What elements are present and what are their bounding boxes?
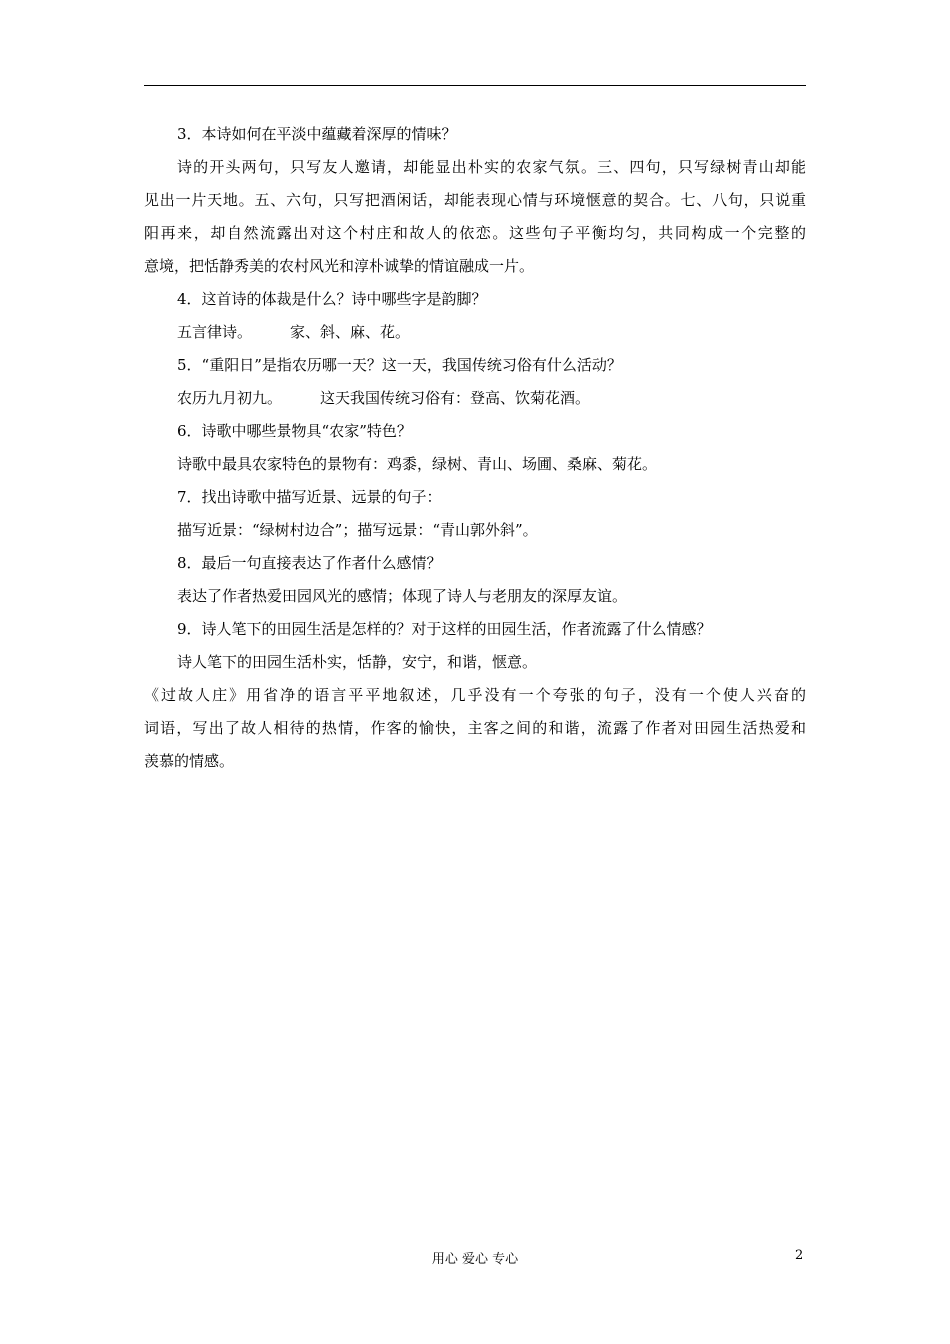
question-8: 8．最后一句直接表达了作者什么感情？ (177, 554, 442, 572)
page-number: 2 (795, 1248, 804, 1263)
summary-line-3: 羡慕的情感。 (144, 752, 235, 770)
question-4: 4．这首诗的体裁是什么？诗中哪些字是韵脚？ (177, 290, 487, 308)
answer-4-rhymes: 家、斜、麻、花。 (290, 323, 411, 341)
summary-line-1: 《过故人庄》用省净的语言平平地叙述，几乎没有一个夸张的句子，没有一个使人兴奋的 (144, 686, 806, 704)
answer-5 (144, 382, 806, 415)
footer-motto: 用心 爱心 专心 (431, 1252, 519, 1267)
answer-7: 描写近景：“绿树村边合”；描写远景：“青山郭外斜”。 (177, 521, 538, 539)
question-6: 6．诗歌中哪些景物具“农家”特色？ (177, 422, 412, 440)
answer-4-genre: 五言律诗。 (177, 323, 253, 341)
answer-8: 表达了作者热爱田园风光的感情；体现了诗人与老朋友的深厚友谊。 (177, 587, 628, 605)
answer-6: 诗歌中最具农家特色的景物有：鸡黍，绿树、青山、场圃、桑麻、菊花。 (177, 455, 658, 473)
answer-9: 诗人笔下的田园生活朴实，恬静，安宁，和谐，惬意。 (177, 653, 538, 671)
answer-5-date: 农历九月初九。 (177, 389, 283, 407)
question-9: 9．诗人笔下的田园生活是怎样的？对于这样的田园生活，作者流露了什么情感？ (177, 620, 712, 638)
question-7: 7．找出诗歌中描写近景、远景的句子： (177, 488, 442, 506)
summary-line-2: 词语，写出了故人相待的热情，作客的愉快，主客之间的和谐，流露了作者对田园生活热爱和 (144, 719, 806, 737)
question-3: 3．本诗如何在平淡中蕴藏着深厚的情味？ (177, 125, 457, 143)
answer-3-line-4: 意境，把恬静秀美的农村风光和淳朴诚挚的情谊融成一片。 (144, 257, 535, 275)
answer-5-customs: 这天我国传统习俗有：登高、饮菊花酒。 (320, 389, 591, 407)
answer-4 (144, 316, 806, 349)
answer-3-line-2: 见出一片天地。五、六句，只写把酒闲话，却能表现心情与环境惬意的契合。七、八句，只说重 (144, 191, 806, 209)
answer-3-line-3: 阳再来，却自然流露出对这个村庄和故人的依恋。这些句子平衡均匀，共同构成一个完整的 (144, 224, 806, 242)
answer-3-line-1: 诗的开头两句，只写友人邀请，却能显出朴实的农家气氛。三、四句，只写绿树青山却能 (177, 158, 806, 176)
header-rule (144, 85, 806, 86)
document-body (144, 118, 806, 778)
question-5: 5．“重阳日”是指农历哪一天？这一天，我国传统习俗有什么活动？ (177, 356, 622, 374)
